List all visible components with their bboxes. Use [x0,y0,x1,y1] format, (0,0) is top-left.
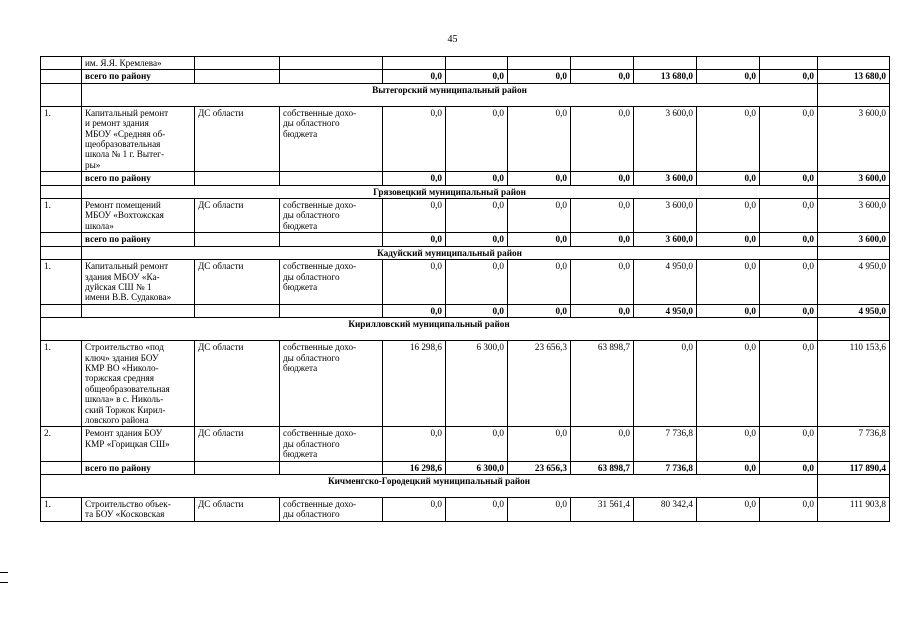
district-total-row [41,233,890,246]
amount-cell: 0,0 [571,70,634,83]
funding-source: собственные дохо- ды областного бюджета [280,106,383,171]
amount-cell: 4 950,0 [634,304,697,317]
amount-cell: 0,0 [383,427,446,461]
amount-cell: 0,0 [760,341,818,427]
amount-cell: 0,0 [446,427,508,461]
amount-cell: 6 300,0 [446,461,508,474]
amount-cell: 3 600,0 [634,233,697,246]
table-row [41,498,890,522]
project-name: Капитальный ремонт здания МБОУ «Ка- дуйская СШ № 1 имени В.В. Судакова» [82,260,195,305]
amount-cell: 0,0 [571,260,634,305]
amount-cell: 0,0 [634,341,697,427]
amount-cell: 16 298,6 [383,341,446,427]
amount-cell: 0,0 [508,233,571,246]
project-name: Строительство «под ключ» здания БОУ КМР ВО «Николо- торжская средняя общеобразовательная школа» в с. Николь- ский Торжок Кирил- ловского района [82,341,195,427]
district-total-row [41,304,890,317]
amount-cell: 23 656,3 [508,341,571,427]
district-total-row [41,172,890,185]
amount-cell: 0,0 [760,304,818,317]
amount-cell: 0,0 [383,172,446,185]
amount-cell: 0,0 [446,172,508,185]
amount-cell: 0,0 [383,304,446,317]
project-name: Ремонт помещений МБОУ «Вохтожская школа» [82,199,195,233]
amount-cell: 63 898,7 [571,341,634,427]
amount-cell: 16 298,6 [383,461,446,474]
table-row [41,260,890,305]
amount-cell: 7 736,8 [634,461,697,474]
project-name: Капитальный ремонт и ремонт здания МБОУ «Средняя об- щеобразовательная школа № 1 г. Вытег- ры» [82,106,195,171]
total-label: всего по району [82,233,195,246]
amount-cell: 0,0 [571,172,634,185]
customer: ДС области [195,106,280,171]
amount-cell: 111 903,8 [818,498,890,522]
project-name: им. Я.Я. Кремлева» [82,57,195,70]
amount-cell: 7 736,8 [634,427,697,461]
amount-cell: 0,0 [697,427,760,461]
funding-source: собственные дохо- ды областного [280,498,383,522]
amount-cell: 0,0 [383,106,446,171]
total-label: всего по району [82,70,195,83]
page-number: 45 [447,34,458,45]
amount-cell: 0,0 [383,70,446,83]
amount-cell: 7 736,8 [818,427,890,461]
section-header-row [41,83,890,106]
amount-cell: 4 950,0 [818,304,890,317]
margin-mark [0,582,8,583]
amount-cell: 0,0 [697,304,760,317]
amount-cell: 3 600,0 [818,199,890,233]
amount-cell: 0,0 [508,304,571,317]
amount-cell: 0,0 [760,260,818,305]
amount-cell: 63 898,7 [571,461,634,474]
amount-cell: 0,0 [697,498,760,522]
amount-cell: 3 600,0 [818,233,890,246]
section-title: Кичменгско-Городецкий муниципальный район [41,475,818,498]
amount-cell: 0,0 [760,498,818,522]
table-row [41,341,890,427]
amount-cell: 0,0 [697,199,760,233]
amount-cell: 0,0 [383,498,446,522]
funding-source: собственные дохо- ды областного бюджета [280,260,383,305]
amount-cell: 13 680,0 [818,70,890,83]
amount-cell: 0,0 [383,260,446,305]
amount-cell: 0,0 [760,172,818,185]
amount-cell: 4 950,0 [818,260,890,305]
project-name: Строительство объек- та БОУ «Косковская [82,498,195,522]
item-number: 2. [41,427,82,461]
amount-cell: 0,0 [571,233,634,246]
customer: ДС области [195,341,280,427]
amount-cell: 0,0 [446,199,508,233]
amount-cell: 110 153,6 [818,341,890,427]
customer: ДС области [195,260,280,305]
amount-cell: 117 890,4 [818,461,890,474]
item-number: 1. [41,260,82,305]
amount-cell: 0,0 [571,427,634,461]
amount-cell: 31 561,4 [571,498,634,522]
amount-cell: 0,0 [760,106,818,171]
district-total-row [41,461,890,474]
table-row [41,427,890,461]
amount-cell: 3 600,0 [818,172,890,185]
total-label: всего по району [82,461,195,474]
amount-cell: 0,0 [446,260,508,305]
customer: ДС области [195,427,280,461]
amount-cell: 0,0 [571,304,634,317]
amount-cell: 0,0 [697,70,760,83]
amount-cell: 0,0 [760,233,818,246]
amount-cell: 0,0 [508,70,571,83]
section-title: Кадуйский муниципальный район [82,246,818,259]
amount-cell: 0,0 [508,106,571,171]
amount-cell: 0,0 [508,172,571,185]
table-row [41,57,890,70]
margin-mark [0,572,8,573]
amount-cell: 0,0 [697,106,760,171]
item-number: 1. [41,199,82,233]
amount-cell: 3 600,0 [634,172,697,185]
amount-cell: 0,0 [760,199,818,233]
amount-cell: 23 656,3 [508,461,571,474]
amount-cell: 0,0 [446,106,508,171]
district-total-row [41,70,890,83]
amount-cell: 0,0 [697,341,760,427]
amount-cell: 0,0 [508,498,571,522]
amount-cell: 0,0 [760,70,818,83]
customer: ДС области [195,199,280,233]
amount-cell: 0,0 [383,199,446,233]
amount-cell: 0,0 [508,260,571,305]
amount-cell: 0,0 [697,461,760,474]
amount-cell: 0,0 [383,233,446,246]
table-row [41,106,890,171]
section-header-row [41,318,890,341]
total-label: всего по району [82,172,195,185]
section-title: Грязовецкий муниципальный район [82,185,818,198]
amount-cell: 0,0 [446,304,508,317]
amount-cell: 0,0 [760,461,818,474]
item-number: 1. [41,106,82,171]
section-header-row [41,246,890,259]
amount-cell: 0,0 [508,427,571,461]
section-title: Вытегорский муниципальный район [82,83,818,106]
amount-cell: 6 300,0 [446,341,508,427]
amount-cell: 0,0 [697,233,760,246]
amount-cell: 80 342,4 [634,498,697,522]
section-title: Кирилловский муниципальный район [41,318,818,341]
project-name: Ремонт здания БОУ КМР «Горицкая СШ» [82,427,195,461]
amount-cell: 0,0 [571,199,634,233]
amount-cell: 4 950,0 [634,260,697,305]
amount-cell: 0,0 [446,70,508,83]
amount-cell: 0,0 [697,260,760,305]
funding-source: собственные дохо- ды областного бюджета [280,199,383,233]
amount-cell: 0,0 [508,199,571,233]
funding-source: собственные дохо- ды областного бюджета [280,341,383,427]
item-number: 1. [41,341,82,427]
amount-cell: 3 600,0 [818,106,890,171]
table-row [41,199,890,233]
section-header-row [41,475,890,498]
customer: ДС области [195,498,280,522]
item-number: 1. [41,498,82,522]
amount-cell: 3 600,0 [634,199,697,233]
amount-cell: 13 680,0 [634,70,697,83]
budget-table [40,56,890,522]
funding-source: собственные дохо- ды областного бюджета [280,427,383,461]
amount-cell: 0,0 [697,172,760,185]
section-header-row [41,185,890,198]
amount-cell: 3 600,0 [634,106,697,171]
amount-cell: 0,0 [760,427,818,461]
amount-cell: 0,0 [446,498,508,522]
amount-cell: 0,0 [571,106,634,171]
amount-cell: 0,0 [446,233,508,246]
